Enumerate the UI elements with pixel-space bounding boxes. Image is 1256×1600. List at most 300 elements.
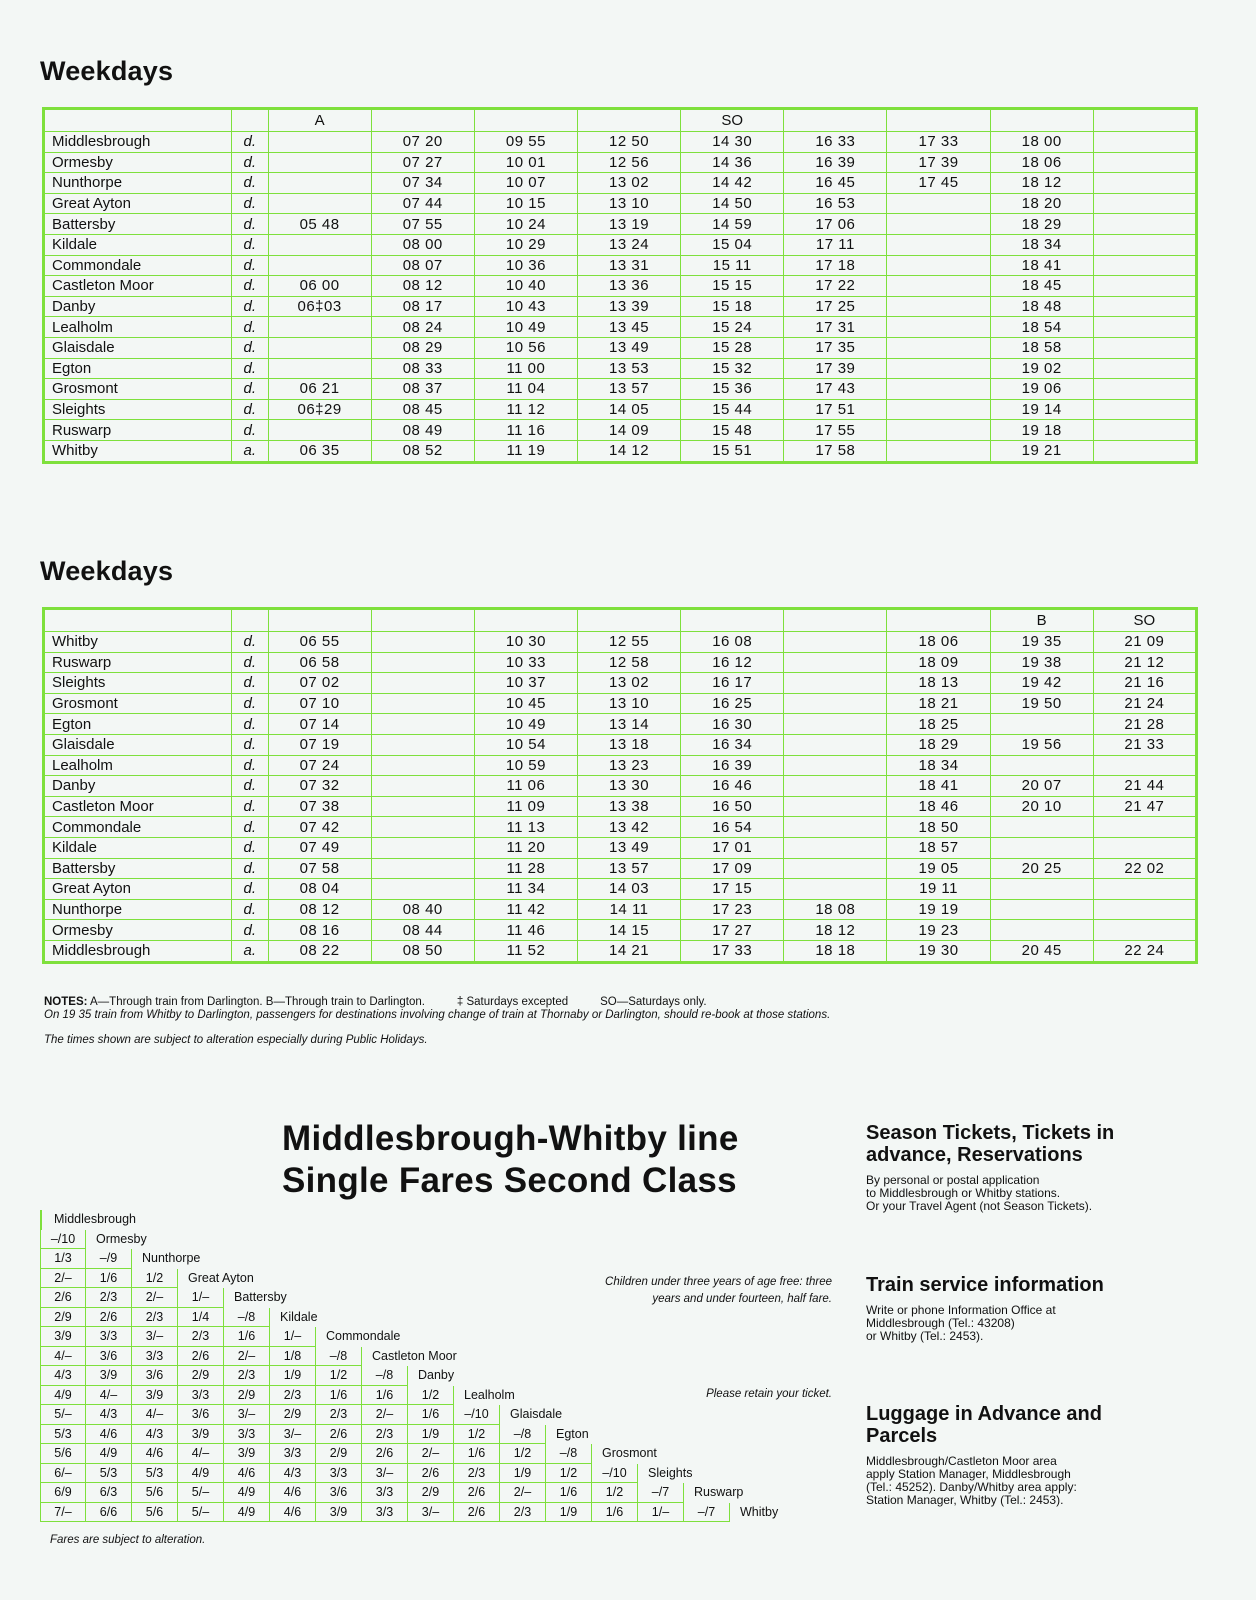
table-row [44,276,1197,297]
table-row [44,673,1197,694]
fare-station-label: Kildale [280,1309,318,1324]
time-cell: 14 59 [681,214,784,235]
time-cell [887,379,990,400]
time-cell: 19 11 [887,879,990,900]
arr-dep-marker: d. [232,132,268,153]
time-cell: 06 00 [268,276,371,297]
fare-cell: 1/2 [500,1444,546,1464]
time-cell [784,714,887,735]
time-cell: 18 34 [990,234,1093,255]
season-text-3: Or your Travel Agent (not Season Tickets). [866,1199,1093,1213]
fares-title-line2: Single Fares Second Class [282,1161,737,1200]
fare-cell: –/7 [684,1503,730,1523]
time-cell [1093,420,1196,441]
fare-station-label: Nunthorpe [142,1251,201,1265]
fare-cell: 4/6 [224,1464,270,1484]
time-cell: 18 29 [887,734,990,755]
fare-cell: 2/6 [454,1483,500,1503]
time-cell: 08 33 [371,358,474,379]
time-cell [887,255,990,276]
time-cell: 14 15 [577,920,680,941]
arr-dep-marker: d. [232,755,268,776]
fare-cell: –/8 [224,1308,270,1328]
time-cell: 09 55 [474,132,577,153]
arr-dep-marker: d. [232,276,268,297]
time-cell: 18 00 [990,132,1093,153]
time-cell: 13 49 [577,837,680,858]
fare-cell: 4/9 [224,1503,270,1523]
time-cell: 13 02 [577,673,680,694]
time-cell: 07 44 [371,193,474,214]
fare-cell: 3/– [362,1464,408,1484]
time-cell: 13 24 [577,234,680,255]
time-cell: 08 07 [371,255,474,276]
station-name: Battersby [44,858,232,879]
column-header [232,109,268,132]
fare-cell: 3/6 [86,1347,132,1367]
fare-cell: 1/4 [178,1308,224,1328]
station-name: Ruswarp [44,420,232,441]
station-name: Nunthorpe [44,899,232,920]
time-cell: 19 19 [887,899,990,920]
time-cell: 10 54 [474,734,577,755]
time-cell: 11 42 [474,899,577,920]
time-cell [1093,379,1196,400]
column-header [474,109,577,132]
time-cell: 17 23 [681,899,784,920]
table-row [44,152,1197,173]
fare-cell: –/8 [316,1347,362,1367]
time-cell: 15 44 [681,399,784,420]
time-cell [371,632,474,653]
arr-dep-marker: a. [232,940,268,962]
time-cell: 19 23 [887,920,990,941]
fare-cell: 4/6 [132,1444,178,1464]
time-cell: 13 57 [577,379,680,400]
time-cell [1093,755,1196,776]
time-cell [1093,879,1196,900]
time-cell: 21 16 [1093,673,1196,694]
time-cell [371,879,474,900]
time-cell: 17 06 [784,214,887,235]
fare-cell: 4/– [132,1405,178,1425]
fare-cell: 3/– [408,1503,454,1523]
time-cell: 16 46 [681,776,784,797]
fare-cell: 3/9 [224,1444,270,1464]
arr-dep-marker: d. [232,632,268,653]
fare-cell: 3/6 [178,1405,224,1425]
fare-cell: 2/6 [40,1288,86,1308]
fare-station-label: Whitby [740,1504,779,1519]
arr-dep-marker: d. [232,255,268,276]
table-row [44,440,1197,462]
luggage-text-1: Middlesbrough/Castleton Moor area [866,1454,1057,1468]
time-cell: 15 15 [681,276,784,297]
fare-station-label: Castleton Moor [372,1348,457,1363]
fare-cell: 1/2 [454,1425,500,1445]
time-cell: 13 18 [577,734,680,755]
train-info-section [866,1274,1206,1343]
time-cell: 10 07 [474,173,577,194]
column-header [371,109,474,132]
time-cell: 21 12 [1093,652,1196,673]
time-cell: 06 55 [268,632,371,653]
time-cell: 18 12 [784,920,887,941]
time-cell: 07 58 [268,858,371,879]
time-cell: 07 14 [268,714,371,735]
time-cell [1093,837,1196,858]
time-cell: 07 34 [371,173,474,194]
station-name: Kildale [44,837,232,858]
station-name: Egton [44,358,232,379]
fare-cell: 4/6 [86,1425,132,1445]
time-cell: 07 32 [268,776,371,797]
time-cell [887,296,990,317]
time-cell: 18 12 [990,173,1093,194]
table-row [44,296,1197,317]
time-cell [371,755,474,776]
fare-cell: 1/– [178,1288,224,1308]
fare-cell: 2/3 [500,1503,546,1523]
time-cell: 18 06 [887,632,990,653]
column-header [990,109,1093,132]
luggage-title-2: Parcels [866,1425,938,1447]
fare-cell: 2/9 [224,1386,270,1406]
time-cell: 17 39 [887,152,990,173]
time-cell: 08 29 [371,337,474,358]
station-name: Commondale [44,817,232,838]
arr-dep-marker: d. [232,879,268,900]
fare-cell: –/8 [500,1425,546,1445]
fare-cell: 4/9 [224,1483,270,1503]
time-cell: 16 34 [681,734,784,755]
table-row [44,920,1197,941]
time-cell: 14 30 [681,132,784,153]
time-cell [268,317,371,338]
fare-cell: –/10 [592,1464,638,1484]
fare-station-label: Sleights [648,1465,693,1480]
station-name: Egton [44,714,232,735]
time-cell [887,214,990,235]
time-cell: 07 42 [268,817,371,838]
column-header [784,609,887,632]
table-row [44,317,1197,338]
fare-cell: 2/3 [178,1327,224,1347]
time-cell: 16 30 [681,714,784,735]
fare-cell: 1/6 [408,1405,454,1425]
station-name: Sleights [44,673,232,694]
table-row [44,734,1197,755]
time-cell: 21 28 [1093,714,1196,735]
time-cell [784,755,887,776]
time-cell [371,673,474,694]
fare-cell: 5/3 [40,1425,86,1445]
time-cell: 10 45 [474,693,577,714]
notes-line3: The times shown are subject to alteration especially during Public Holidays. [44,1034,428,1046]
table-row [44,652,1197,673]
info-text-2: Middlesbrough (Tel.: 43208) [866,1316,1015,1330]
time-cell: 08 12 [268,899,371,920]
station-name: Ormesby [44,920,232,941]
time-cell: 17 39 [784,358,887,379]
fare-cell: 6/6 [86,1503,132,1523]
time-cell: 13 10 [577,193,680,214]
fare-cell: 1/6 [224,1327,270,1347]
time-cell: 15 11 [681,255,784,276]
arr-dep-marker: d. [232,296,268,317]
arr-dep-marker: d. [232,337,268,358]
fare-cell: 3/3 [224,1425,270,1445]
table-row [44,940,1197,962]
time-cell [887,337,990,358]
station-name: Danby [44,776,232,797]
fare-cell: 3/3 [270,1444,316,1464]
time-cell: 12 58 [577,652,680,673]
fare-cell: 2/– [132,1288,178,1308]
train-info-title: Train service information [866,1274,1104,1296]
time-cell [887,193,990,214]
fare-cell: 5/– [178,1503,224,1523]
season-tickets-section [866,1122,1206,1213]
time-cell: 13 38 [577,796,680,817]
time-cell [1093,132,1196,153]
table-row [44,234,1197,255]
time-cell [1093,817,1196,838]
time-cell: 10 49 [474,714,577,735]
time-cell [784,817,887,838]
time-cell: 19 35 [990,632,1093,653]
time-cell: 14 21 [577,940,680,962]
fare-cell: 3/3 [362,1503,408,1523]
column-header: SO [681,109,784,132]
time-cell: 10 49 [474,317,577,338]
time-cell: 13 10 [577,693,680,714]
time-cell: 18 58 [990,337,1093,358]
time-cell [1093,358,1196,379]
fare-cell: 1/9 [408,1425,454,1445]
time-cell: 15 18 [681,296,784,317]
info-text-3: or Whitby (Tel.: 2453). [866,1329,984,1343]
time-cell: 18 48 [990,296,1093,317]
time-cell: 11 34 [474,879,577,900]
time-cell: 18 29 [990,214,1093,235]
station-name: Lealholm [44,317,232,338]
time-cell: 11 20 [474,837,577,858]
time-cell: 17 31 [784,317,887,338]
time-cell: 11 19 [474,440,577,462]
station-name: Glaisdale [44,337,232,358]
table-row [44,358,1197,379]
station-name: Whitby [44,632,232,653]
time-cell: 10 40 [474,276,577,297]
time-cell [268,420,371,441]
table-row [44,193,1197,214]
time-cell [371,652,474,673]
time-cell: 11 06 [474,776,577,797]
fare-cell: 3/9 [178,1425,224,1445]
fare-station-label: Middlesbrough [54,1212,136,1226]
time-cell [1093,193,1196,214]
time-cell: 11 09 [474,796,577,817]
column-header [577,609,680,632]
arr-dep-marker: d. [232,358,268,379]
time-cell [887,399,990,420]
time-cell: 17 27 [681,920,784,941]
time-cell: 10 30 [474,632,577,653]
column-header [681,609,784,632]
table-row [44,755,1197,776]
time-cell: 14 36 [681,152,784,173]
column-header [44,109,232,132]
fare-cell: –/10 [40,1230,86,1250]
time-cell [371,817,474,838]
fare-cell: 1/6 [316,1386,362,1406]
fare-cell: 5/3 [86,1464,132,1484]
fare-cell: 7/– [40,1503,86,1523]
fare-cell: 1/– [638,1503,684,1523]
arr-dep-marker: d. [232,714,268,735]
time-cell: 17 33 [887,132,990,153]
time-cell: 07 49 [268,837,371,858]
station-name: Grosmont [44,379,232,400]
column-header: A [268,109,371,132]
fare-cell: 2/3 [86,1288,132,1308]
time-cell [784,673,887,694]
time-cell: 08 45 [371,399,474,420]
time-cell: 18 09 [887,652,990,673]
time-cell: 08 24 [371,317,474,338]
fare-cell: 5/– [178,1483,224,1503]
time-cell: 10 59 [474,755,577,776]
time-cell: 17 11 [784,234,887,255]
time-cell: 14 42 [681,173,784,194]
fare-station-label: Battersby [234,1290,287,1304]
info-text-1: Write or phone Information Office at [866,1303,1056,1317]
table-row [44,899,1197,920]
time-cell [268,255,371,276]
fare-cell: 4/3 [132,1425,178,1445]
station-name: Sleights [44,399,232,420]
time-cell: 17 18 [784,255,887,276]
time-cell: 16 25 [681,693,784,714]
fare-cell: 2/6 [454,1503,500,1523]
time-cell: 21 33 [1093,734,1196,755]
time-cell [371,796,474,817]
fare-cell: 4/9 [178,1464,224,1484]
fare-cell: 1/2 [592,1483,638,1503]
luggage-text-4: Station Manager, Whitby (Tel.: 2453). [866,1493,1064,1507]
fare-cell: 2/9 [178,1366,224,1386]
fare-cell: 1/2 [408,1386,454,1406]
fare-cell: 1/2 [316,1366,362,1386]
time-cell [784,858,887,879]
notes-line1: A—Through train from Darlington. B—Through train to Darlington. ‡ Saturdays excepted SO—Saturdays only. [87,996,707,1008]
time-cell: 08 37 [371,379,474,400]
time-cell: 15 36 [681,379,784,400]
time-cell: 21 44 [1093,776,1196,797]
arr-dep-marker: d. [232,173,268,194]
time-cell: 16 17 [681,673,784,694]
time-cell: 21 09 [1093,632,1196,653]
fare-cell: 1/2 [546,1464,592,1484]
time-cell: 11 00 [474,358,577,379]
time-cell: 15 24 [681,317,784,338]
notes [44,996,830,1047]
luggage-title-1: Luggage in Advance and [866,1403,1102,1425]
fare-cell: 2/3 [132,1308,178,1328]
time-cell [1093,899,1196,920]
arr-dep-marker: d. [232,379,268,400]
fare-cell: –/8 [362,1366,408,1386]
time-cell: 10 37 [474,673,577,694]
time-cell: 10 33 [474,652,577,673]
time-cell: 08 22 [268,940,371,962]
station-name: Lealholm [44,755,232,776]
time-cell: 18 20 [990,193,1093,214]
fare-cell: –/7 [638,1483,684,1503]
table-row [44,632,1197,653]
table-row [44,879,1197,900]
fare-cell: 6/9 [40,1483,86,1503]
column-header [1093,109,1196,132]
time-cell [1093,276,1196,297]
fare-cell: –/8 [546,1444,592,1464]
time-cell: 11 12 [474,399,577,420]
time-cell: 16 39 [784,152,887,173]
fare-cell: 1/9 [546,1503,592,1523]
arr-dep-marker: d. [232,673,268,694]
time-cell: 20 25 [990,858,1093,879]
column-header [268,609,371,632]
time-cell: 13 19 [577,214,680,235]
time-cell: 18 41 [887,776,990,797]
station-name: Battersby [44,214,232,235]
time-cell: 22 02 [1093,858,1196,879]
fare-cell: 1/9 [270,1366,316,1386]
table-row [44,255,1197,276]
time-cell: 18 45 [990,276,1093,297]
table-row [44,796,1197,817]
fares-title [282,1118,739,1202]
time-cell: 07 55 [371,214,474,235]
column-header [44,609,232,632]
time-cell [1093,296,1196,317]
time-cell [784,693,887,714]
time-cell [371,734,474,755]
fare-cell: –/10 [454,1405,500,1425]
time-cell [784,734,887,755]
notes-line2: On 19 35 train from Whitby to Darlington, passengers for destinations involving change of train at Thornaby or Darlington, should re-book at those stations. [44,1009,831,1021]
time-cell: 06 35 [268,440,371,462]
time-cell [268,132,371,153]
time-cell [268,358,371,379]
time-cell: 13 14 [577,714,680,735]
fare-cell: 3/3 [362,1483,408,1503]
time-cell: 13 49 [577,337,680,358]
time-cell [784,837,887,858]
time-cell [784,652,887,673]
time-cell: 08 17 [371,296,474,317]
fare-cell: 2/– [500,1483,546,1503]
arr-dep-marker: d. [232,214,268,235]
time-cell: 07 38 [268,796,371,817]
time-cell: 21 24 [1093,693,1196,714]
fare-station-label: Danby [418,1368,455,1382]
time-cell: 10 43 [474,296,577,317]
time-cell: 18 34 [887,755,990,776]
fare-cell: 1/9 [500,1464,546,1484]
station-name: Whitby [44,440,232,462]
